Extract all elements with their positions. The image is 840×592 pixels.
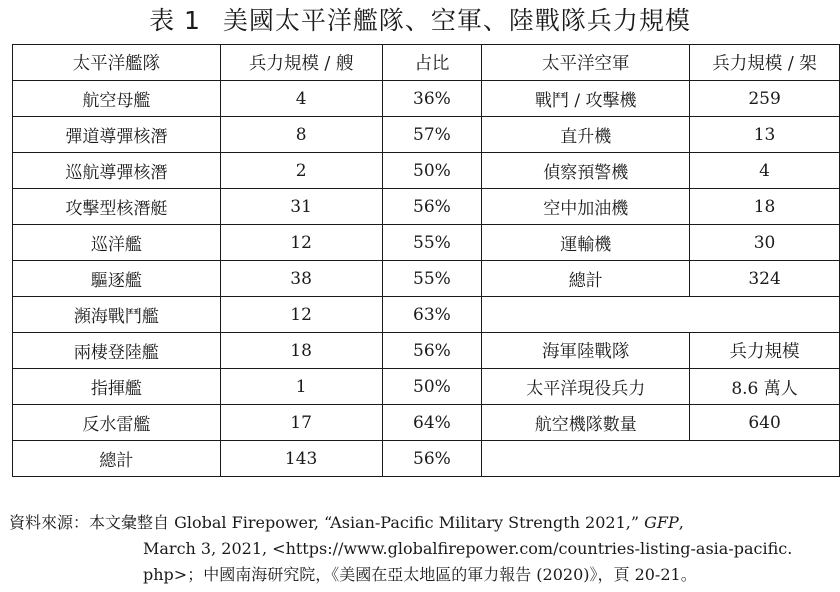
fleet-share-cell: 63% — [382, 297, 482, 333]
fleet-header-cell: 兵力規模 / 艘 — [220, 45, 382, 81]
table-row — [13, 261, 840, 297]
airforce-count-cell: 4 — [690, 153, 840, 189]
table-number: 表 1 — [149, 6, 201, 35]
fleet-type-cell: 瀕海戰鬥艦 — [13, 297, 221, 333]
fleet-count-cell: 12 — [220, 225, 382, 261]
airforce-header-cell: 兵力規模 / 架 — [690, 45, 840, 81]
table-title-text: 美國太平洋艦隊、空軍、陸戰隊兵力規模 — [222, 6, 691, 35]
table-title — [0, 6, 840, 36]
marines-item-cell: 航空機隊數量 — [482, 405, 690, 441]
airforce-type-cell: 直升機 — [482, 117, 690, 153]
fleet-type-cell: 總計 — [13, 441, 221, 477]
fleet-share-cell: 64% — [382, 405, 482, 441]
fleet-count-cell: 8 — [220, 117, 382, 153]
fleet-count-cell: 38 — [220, 261, 382, 297]
airforce-count-cell: 13 — [690, 117, 840, 153]
fleet-type-cell: 攻擊型核潛艇 — [13, 189, 221, 225]
marines-value-cell: 640 — [690, 405, 840, 441]
airforce-header-cell: 太平洋空軍 — [482, 45, 690, 81]
airforce-count-cell: 18 — [690, 189, 840, 225]
source-line2: March 3, 2021, <https://www.globalfirepower.com/countries-listing-asia-pacific. — [143, 539, 793, 558]
empty-spacer-cell — [482, 297, 840, 333]
fleet-share-cell: 56% — [382, 189, 482, 225]
fleet-type-cell: 兩棲登陸艦 — [13, 333, 221, 369]
fleet-type-cell: 巡航導彈核潛 — [13, 153, 221, 189]
source-note — [9, 510, 839, 588]
airforce-type-cell: 偵察預警機 — [482, 153, 690, 189]
fleet-count-cell: 18 — [220, 333, 382, 369]
table-row — [13, 297, 840, 333]
fleet-share-cell: 56% — [382, 441, 482, 477]
fleet-share-cell: 50% — [382, 153, 482, 189]
table-row — [13, 189, 840, 225]
marines-item-cell: 太平洋現役兵力 — [482, 369, 690, 405]
fleet-share-cell: 55% — [382, 261, 482, 297]
fleet-share-cell: 50% — [382, 369, 482, 405]
fleet-share-cell: 56% — [382, 333, 482, 369]
airforce-count-cell: 259 — [690, 81, 840, 117]
marines-value-cell: 8.6 萬人 — [690, 369, 840, 405]
table-row — [13, 441, 840, 477]
fleet-count-cell: 143 — [220, 441, 382, 477]
source-line1-a: 本文彙整自 Global Firepower, “Asian-Pacific Military Strength 2021,” — [89, 513, 645, 532]
fleet-count-cell: 12 — [220, 297, 382, 333]
source-line1-b: , — [678, 513, 684, 532]
force-table — [12, 44, 840, 477]
fleet-type-cell: 驅逐艦 — [13, 261, 221, 297]
airforce-type-cell: 戰鬥 / 攻擊機 — [482, 81, 690, 117]
fleet-count-cell: 1 — [220, 369, 382, 405]
table-row — [13, 45, 840, 81]
fleet-share-cell: 36% — [382, 81, 482, 117]
fleet-share-cell: 57% — [382, 117, 482, 153]
fleet-count-cell: 17 — [220, 405, 382, 441]
airforce-count-cell: 30 — [690, 225, 840, 261]
table-row — [13, 333, 840, 369]
source-line1-italic: GFP — [644, 513, 679, 532]
airforce-type-cell: 運輸機 — [482, 225, 690, 261]
fleet-type-cell: 指揮艦 — [13, 369, 221, 405]
airforce-count-cell: 324 — [690, 261, 840, 297]
table-row — [13, 369, 840, 405]
empty-spacer-cell — [482, 441, 840, 477]
source-line3: php>；中國南海研究院，《美國在亞太地區的軍力報告 (2020)》，頁 20-21。 — [143, 565, 697, 584]
fleet-type-cell: 航空母艦 — [13, 81, 221, 117]
airforce-type-cell: 總計 — [482, 261, 690, 297]
fleet-count-cell: 4 — [220, 81, 382, 117]
marines-header-cell: 兵力規模 — [690, 333, 840, 369]
fleet-type-cell: 反水雷艦 — [13, 405, 221, 441]
source-label: 資料來源： — [9, 513, 90, 532]
fleet-share-cell: 55% — [382, 225, 482, 261]
fleet-type-cell: 巡洋艦 — [13, 225, 221, 261]
table-row — [13, 405, 840, 441]
fleet-count-cell: 31 — [220, 189, 382, 225]
table-row — [13, 117, 840, 153]
fleet-type-cell: 彈道導彈核潛 — [13, 117, 221, 153]
fleet-count-cell: 2 — [220, 153, 382, 189]
table-row — [13, 153, 840, 189]
fleet-header-cell: 太平洋艦隊 — [13, 45, 221, 81]
airforce-type-cell: 空中加油機 — [482, 189, 690, 225]
force-table-body — [13, 45, 840, 477]
marines-header-cell: 海軍陸戰隊 — [482, 333, 690, 369]
table-row — [13, 225, 840, 261]
table-row — [13, 81, 840, 117]
fleet-header-cell: 占比 — [382, 45, 482, 81]
